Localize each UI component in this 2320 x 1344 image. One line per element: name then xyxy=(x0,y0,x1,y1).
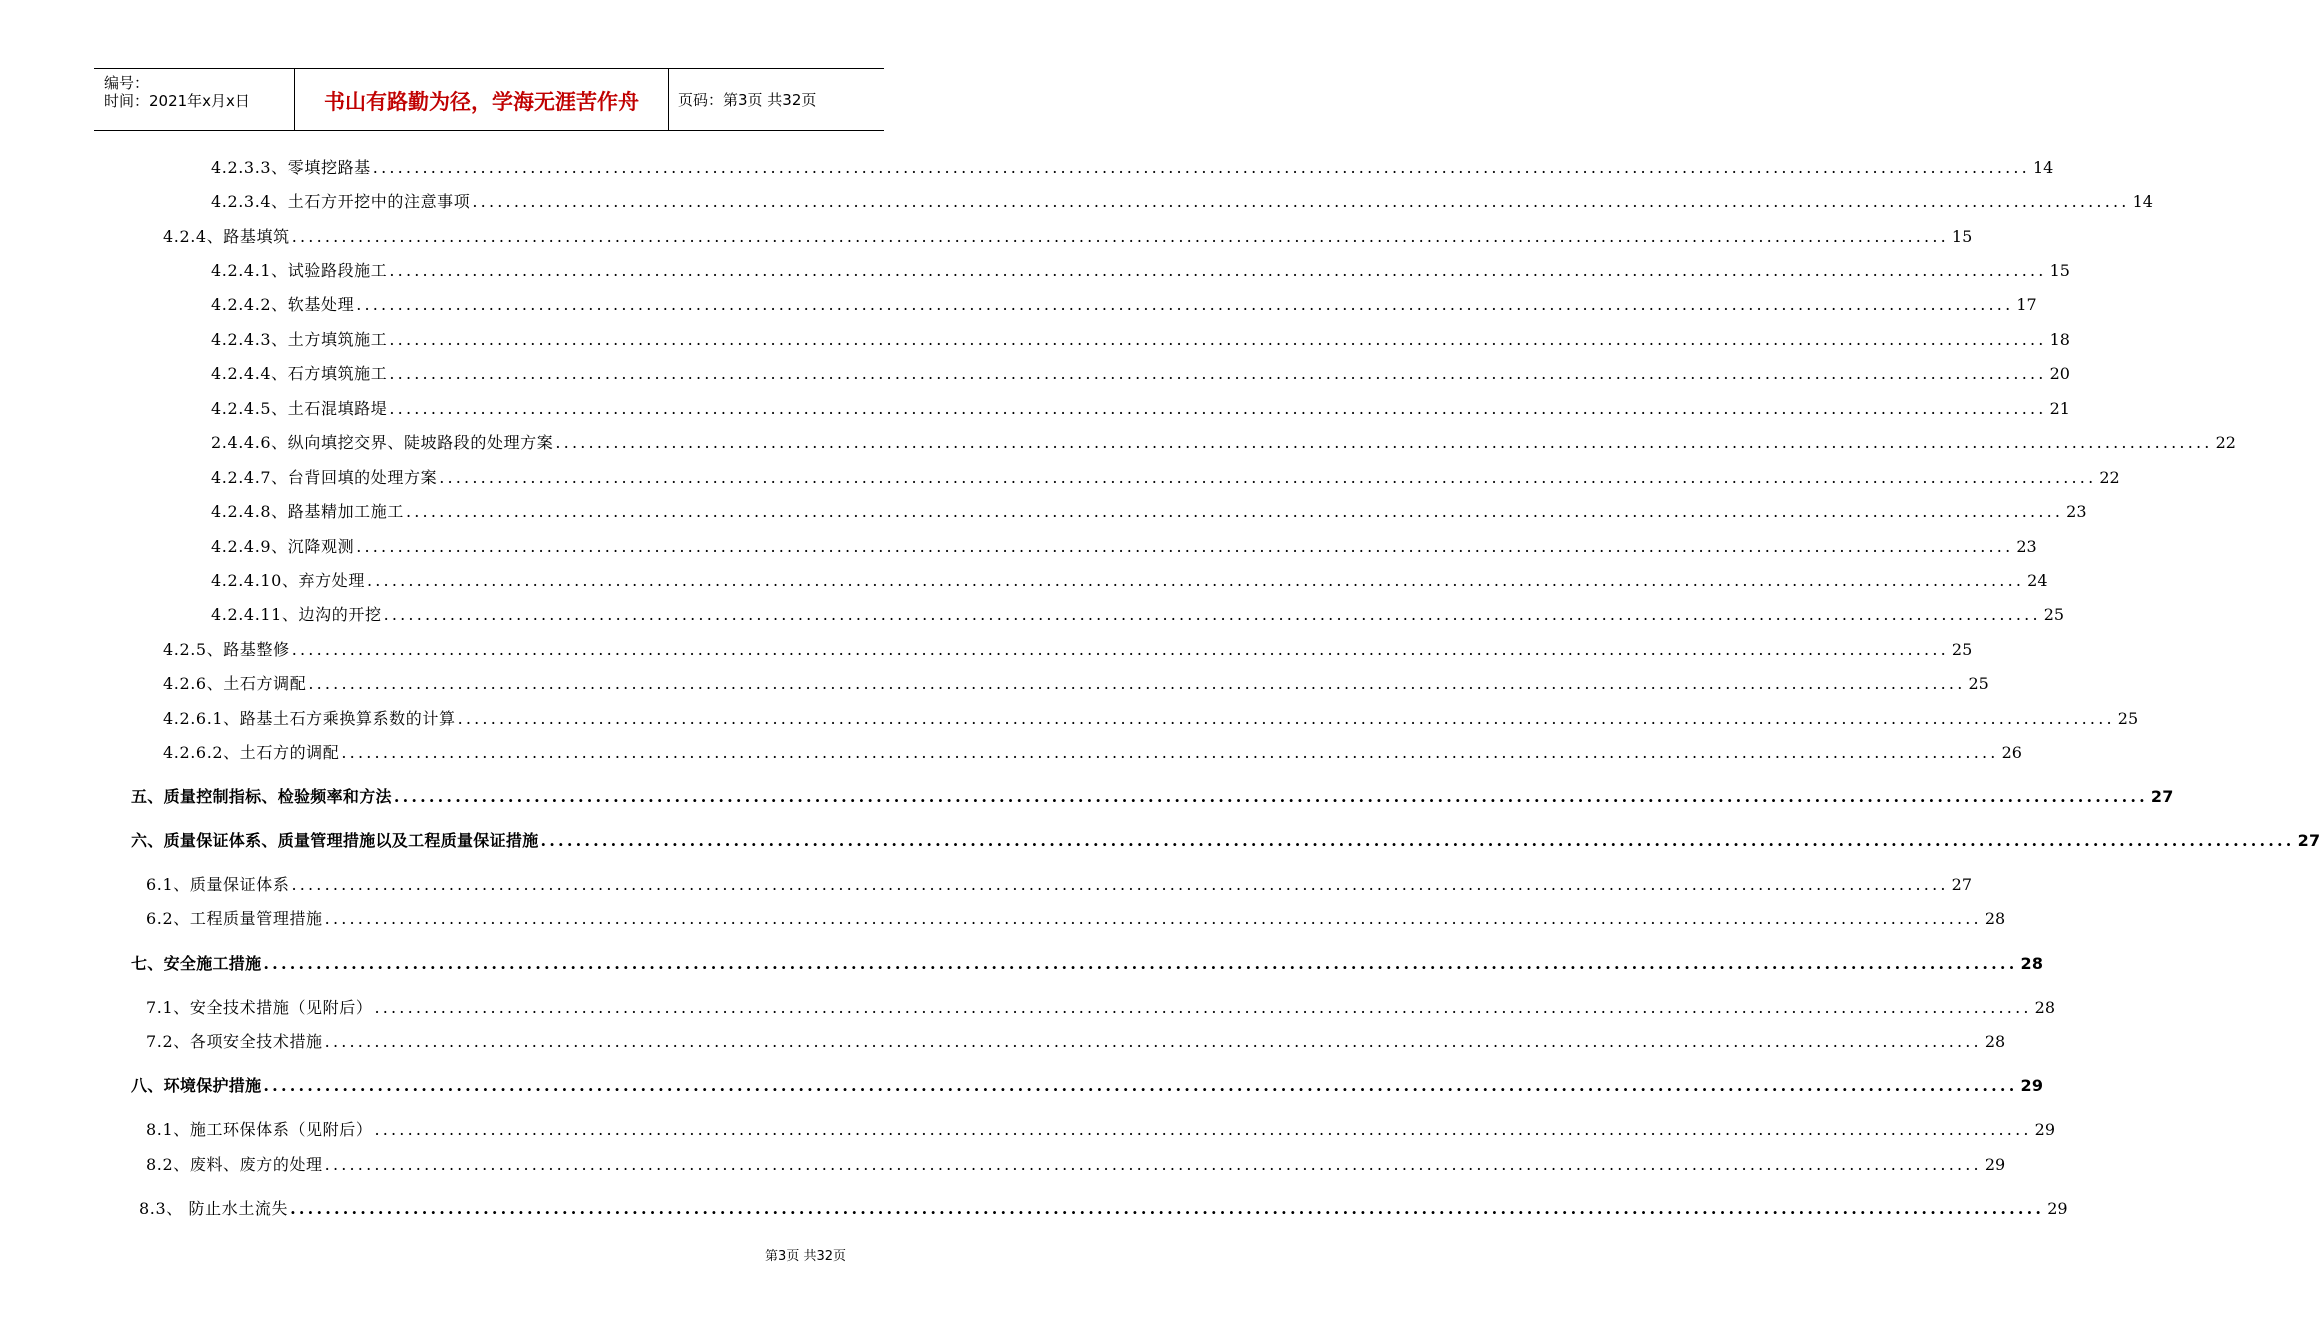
toc-leader-dots: ........................................................................................................................................................................................................ xyxy=(439,468,2097,487)
toc-entry-label: 4.2.4.4、石方填筑施工 xyxy=(211,364,388,383)
toc-entry[interactable] xyxy=(146,1153,2006,1177)
toc-leader-dots: ........................................................................................................................................................................................................ xyxy=(324,909,1982,928)
toc-entry-label: 8.3、 防止水土流失 xyxy=(139,1199,289,1218)
toc-leader-dots: ........................................................................................................................................................................................................ xyxy=(389,330,2047,349)
toc-leader-dots: ........................................................................................................................................................................................................ xyxy=(291,640,1949,659)
toc-entry-label: 八、环境保护措施 xyxy=(131,1076,262,1095)
toc-entry[interactable] xyxy=(163,741,2022,765)
toc-entry-label: 4.2.4.7、台背回填的处理方案 xyxy=(211,468,438,487)
toc-entry[interactable] xyxy=(146,1030,2006,1054)
toc-entry[interactable] xyxy=(211,569,2048,593)
toc-entry-label: 2.4.4.6、纵向填挖交界、陡坡路段的处理方案 xyxy=(211,433,554,452)
toc-leader-dots: ........................................................................................................................................................................................................ xyxy=(263,954,2018,973)
toc-entry-page: 20 xyxy=(2049,364,2070,383)
toc-leader-dots: ........................................................................................................................................................................................................ xyxy=(290,1199,2045,1218)
header-slogan-cell xyxy=(294,69,669,130)
header-slogan: 书山有路勤为径，学海无涯苦作舟 xyxy=(324,90,639,114)
toc-leader-dots: ........................................................................................................................................................................................................ xyxy=(341,743,1999,762)
toc-entry-label: 7.1、安全技术措施（见附后） xyxy=(146,998,373,1017)
toc-entry[interactable] xyxy=(146,1118,2055,1142)
toc-entry-label: 6.1、质量保证体系 xyxy=(146,875,290,894)
toc-entry-page: 27 xyxy=(2150,787,2174,806)
toc-entry-label: 4.2.5、路基整修 xyxy=(163,640,290,659)
toc-entry-label: 4.2.4.8、路基精加工施工 xyxy=(211,502,404,521)
toc-entry-label: 8.2、废料、废方的处理 xyxy=(146,1155,323,1174)
toc-leader-dots: ........................................................................................................................................................................................................ xyxy=(324,1032,1982,1051)
toc-entry-label: 4.2.4.11、边沟的开挖 xyxy=(211,605,382,624)
toc-leader-dots: ........................................................................................................................................................................................................ xyxy=(374,1120,2032,1139)
toc-entry-page: 28 xyxy=(2034,998,2055,1017)
toc-entry[interactable] xyxy=(163,672,1989,696)
toc-entry-label: 4.2.3.4、土石方开挖中的注意事项 xyxy=(211,192,471,211)
toc-leader-dots: ........................................................................................................................................................................................................ xyxy=(393,787,2148,806)
toc-leader-dots: ........................................................................................................................................................................................................ xyxy=(472,192,2130,211)
toc-entry-label: 4.2.4.1、试验路段施工 xyxy=(211,261,388,280)
toc-entry-page: 15 xyxy=(2049,261,2070,280)
toc-chapter-entry[interactable] xyxy=(131,952,2044,976)
toc-chapter-entry[interactable] xyxy=(131,785,2174,809)
toc-leader-dots: ........................................................................................................................................................................................................ xyxy=(356,537,2014,556)
toc-entry-page: 22 xyxy=(2099,468,2120,487)
toc-entry[interactable] xyxy=(139,1197,2068,1221)
toc-entry-page: 21 xyxy=(2049,399,2070,418)
toc-entry[interactable] xyxy=(211,156,2054,180)
toc-entry-label: 七、安全施工措施 xyxy=(131,954,262,973)
toc-entry-page: 25 xyxy=(1968,674,1989,693)
header-page-info: 页码：第3页 共32页 xyxy=(678,91,817,109)
toc-entry[interactable] xyxy=(211,190,2153,214)
toc-entry-label: 4.2.4、路基填筑 xyxy=(163,227,290,246)
page-footer: 第3页 共32页 xyxy=(765,1249,846,1264)
toc-entry-page: 29 xyxy=(2020,1076,2044,1095)
toc-leader-dots: ........................................................................................................................................................................................................ xyxy=(263,1076,2018,1095)
toc-entry-page: 15 xyxy=(1951,227,1973,246)
toc-entry-label: 4.2.4.10、弃方处理 xyxy=(211,571,365,590)
toc-entry[interactable] xyxy=(211,603,2065,627)
toc-entry-page: 24 xyxy=(2027,571,2048,590)
toc-leader-dots: ........................................................................................................................................................................................................ xyxy=(389,399,2047,418)
toc-entry-page: 29 xyxy=(2034,1120,2055,1139)
toc-entry[interactable] xyxy=(211,362,2070,386)
toc-leader-dots: ........................................................................................................................................................................................................ xyxy=(291,227,1949,246)
toc-entry-page: 25 xyxy=(2043,605,2065,624)
toc-entry[interactable] xyxy=(211,328,2070,352)
toc-leader-dots: ........................................................................................................................................................................................................ xyxy=(324,1155,1982,1174)
toc-leader-dots: ........................................................................................................................................................................................................ xyxy=(555,433,2213,452)
toc-leader-dots: ........................................................................................................................................................................................................ xyxy=(372,158,2030,177)
toc-entry-page: 14 xyxy=(2032,158,2054,177)
toc-leader-dots: ........................................................................................................................................................................................................ xyxy=(383,605,2041,624)
toc-leader-dots: ........................................................................................................................................................................................................ xyxy=(389,364,2047,383)
toc-entry-label: 4.2.4.5、土石混填路堤 xyxy=(211,399,388,418)
toc-entry-page: 23 xyxy=(2066,502,2087,521)
toc-entry-label: 4.2.6.2、土石方的调配 xyxy=(163,743,340,762)
toc-leader-dots: ........................................................................................................................................................................................................ xyxy=(457,709,2115,728)
header-meta-cell xyxy=(94,69,294,130)
toc-chapter-entry[interactable] xyxy=(131,829,2320,853)
toc-entry[interactable] xyxy=(211,293,2037,317)
toc-leader-dots: ........................................................................................................................................................................................................ xyxy=(405,502,2064,521)
toc-leader-dots: ........................................................................................................................................................................................................ xyxy=(366,571,2025,590)
toc-entry-page: 25 xyxy=(1951,640,1973,659)
toc-entry[interactable] xyxy=(163,225,1973,249)
toc-entry-page: 29 xyxy=(2047,1199,2068,1218)
toc-entry-page: 29 xyxy=(1984,1155,2006,1174)
page-header xyxy=(94,68,884,131)
toc-entry-label: 4.2.6、土石方调配 xyxy=(163,674,307,693)
toc-leader-dots: ........................................................................................................................................................................................................ xyxy=(540,831,2295,850)
toc-entry-page: 28 xyxy=(1984,909,2006,928)
toc-entry-page: 17 xyxy=(2016,295,2037,314)
toc-entry-page: 28 xyxy=(2020,954,2044,973)
toc-entry[interactable] xyxy=(163,638,1973,662)
toc-entry[interactable] xyxy=(211,466,2120,490)
toc-entry-label: 6.2、工程质量管理措施 xyxy=(146,909,323,928)
toc-entry[interactable] xyxy=(211,397,2070,421)
toc-leader-dots: ........................................................................................................................................................................................................ xyxy=(356,295,2014,314)
toc-leader-dots: ........................................................................................................................................................................................................ xyxy=(291,875,1949,894)
toc-entry-label: 4.2.4.3、土方填筑施工 xyxy=(211,330,388,349)
toc-entry[interactable] xyxy=(211,500,2087,524)
toc-entry-page: 28 xyxy=(1984,1032,2006,1051)
toc-entry-label: 8.1、施工环保体系（见附后） xyxy=(146,1120,373,1139)
toc-entry-label: 4.2.3.3、零填挖路基 xyxy=(211,158,371,177)
toc-entry-page: 23 xyxy=(2016,537,2037,556)
toc-entry-label: 4.2.4.9、沉降观测 xyxy=(211,537,355,556)
toc-entry-page: 14 xyxy=(2132,192,2153,211)
toc-entry-page: 27 xyxy=(1951,875,1972,894)
header-page-cell xyxy=(668,69,884,130)
toc-entry[interactable] xyxy=(211,259,2070,283)
toc-entry[interactable] xyxy=(146,907,2006,931)
toc-entry-label: 4.2.4.2、软基处理 xyxy=(211,295,355,314)
toc-entry-label: 五、质量控制指标、检验频率和方法 xyxy=(131,787,392,806)
toc-leader-dots: ........................................................................................................................................................................................................ xyxy=(389,261,2047,280)
toc-entry-label: 4.2.6.1、路基土石方乘换算系数的计算 xyxy=(163,709,456,728)
toc-entry-label: 六、质量保证体系、质量管理措施以及工程质量保证措施 xyxy=(131,831,539,850)
toc-entry-label: 7.2、各项安全技术措施 xyxy=(146,1032,323,1051)
document-number-label: 编号： xyxy=(104,74,150,92)
toc-entry[interactable] xyxy=(211,535,2037,559)
toc-entry[interactable] xyxy=(146,996,2055,1020)
toc-chapter-entry[interactable] xyxy=(131,1074,2044,1098)
toc-leader-dots: ........................................................................................................................................................................................................ xyxy=(308,674,1966,693)
toc-entry-page: 18 xyxy=(2049,330,2070,349)
toc-entry-page: 27 xyxy=(2297,831,2320,850)
toc-entry-page: 26 xyxy=(2001,743,2022,762)
toc-entry-page: 25 xyxy=(2117,709,2139,728)
toc-entry[interactable] xyxy=(146,873,1972,897)
document-time-label: 时间：2021年x月x日 xyxy=(104,92,250,110)
toc-entry[interactable] xyxy=(163,707,2139,731)
toc-leader-dots: ........................................................................................................................................................................................................ xyxy=(374,998,2032,1017)
toc-entry[interactable] xyxy=(211,431,2236,455)
toc-entry-page: 22 xyxy=(2215,433,2236,452)
